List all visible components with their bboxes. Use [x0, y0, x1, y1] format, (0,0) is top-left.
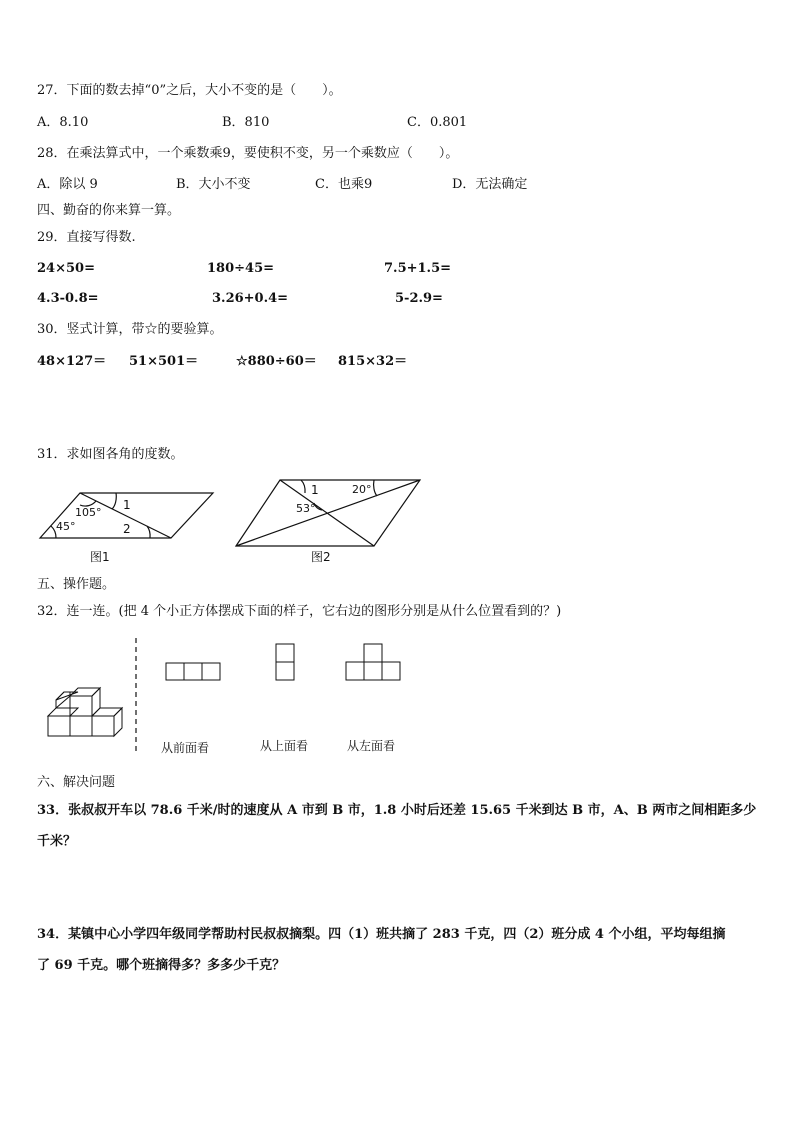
caption-fig2: 图2 — [311, 550, 331, 564]
q29-item: 4.3-0.8= — [37, 291, 99, 306]
view-shape-3 — [346, 644, 400, 680]
label-angle-1: 1 — [311, 483, 319, 497]
q29-item: 5-2.9= — [395, 291, 443, 306]
q32-stem: 32．连一连。(把 4 个小正方体摆成下面的样子，它右边的图形分别是从什么位置看到的？) — [37, 604, 562, 619]
q30-stem: 30．竖式计算，带☆的要验算。 — [37, 322, 223, 337]
view-caption-top: 从上面看 — [260, 739, 309, 753]
q27-stem: 27．下面的数去掉“0”之后，大小不变的是（ ）。 — [37, 83, 342, 98]
q29-item: 180÷45= — [207, 261, 275, 276]
section-heading-4: 四、勤奋的你来算一算。 — [37, 203, 181, 218]
q30-item: 51×501＝ — [129, 354, 199, 369]
label-angle-2: 2 — [123, 522, 131, 536]
q31-stem: 31．求如图各角的度数。 — [37, 447, 184, 462]
view-shape-2 — [276, 644, 294, 680]
caption-fig1: 图1 — [90, 550, 110, 564]
q28-option-a: A．除以 9 — [37, 177, 98, 192]
q28-option-b: B．大小不变 — [176, 177, 251, 192]
q29-stem: 29．直接写得数. — [37, 230, 136, 245]
label-45: 45° — [56, 520, 76, 533]
q27-option-c: C．0.801 — [407, 115, 468, 130]
q34-line-1: 34．某镇中心小学四年级同学帮助村民叔叔摘梨。四（1）班共摘了 283 千克，四（2）班分成 4 个小组，平均每组摘 — [37, 927, 726, 942]
q34-line-2: 了 69 千克。哪个班摘得多？多多少千克？ — [37, 958, 286, 973]
q33-line-2: 千米？ — [37, 834, 77, 849]
label-angle-1: 1 — [123, 498, 131, 512]
q27-option-a: A．8.10 — [37, 115, 89, 130]
view-shape-1 — [166, 663, 220, 680]
section-heading-5: 五、操作题。 — [37, 577, 116, 592]
view-caption-front: 从前面看 — [161, 741, 210, 755]
q29-item: 3.26+0.4= — [212, 291, 289, 306]
q30-item: 48×127＝ — [37, 354, 107, 369]
view-caption-left: 从左面看 — [347, 739, 396, 753]
q28-option-d: D．无法确定 — [452, 177, 528, 192]
section-heading-6: 六、解决问题 — [37, 775, 116, 790]
q30-item: ☆880÷60＝ — [236, 354, 317, 369]
q33-line-1: 33．张叔叔开车以 78.6 千米/时的速度从 A 市到 B 市，1.8 小时后还差 15.65 千米到达 B 市，A、B 两市之间相距多少 — [37, 803, 757, 818]
q28-stem: 28．在乘法算式中，一个乘数乘9，要使积不变，另一个乘数应（ ）。 — [37, 146, 459, 161]
q29-item: 7.5+1.5= — [384, 261, 452, 276]
q29-item: 24×50= — [37, 261, 95, 276]
q28-option-c: C．也乘9 — [315, 177, 373, 192]
label-105: 105° — [75, 506, 102, 519]
q27-option-b: B．810 — [222, 115, 270, 130]
label-20: 20° — [352, 483, 372, 496]
label-53: 53° — [296, 502, 316, 515]
q30-item: 815×32＝ — [338, 354, 408, 369]
